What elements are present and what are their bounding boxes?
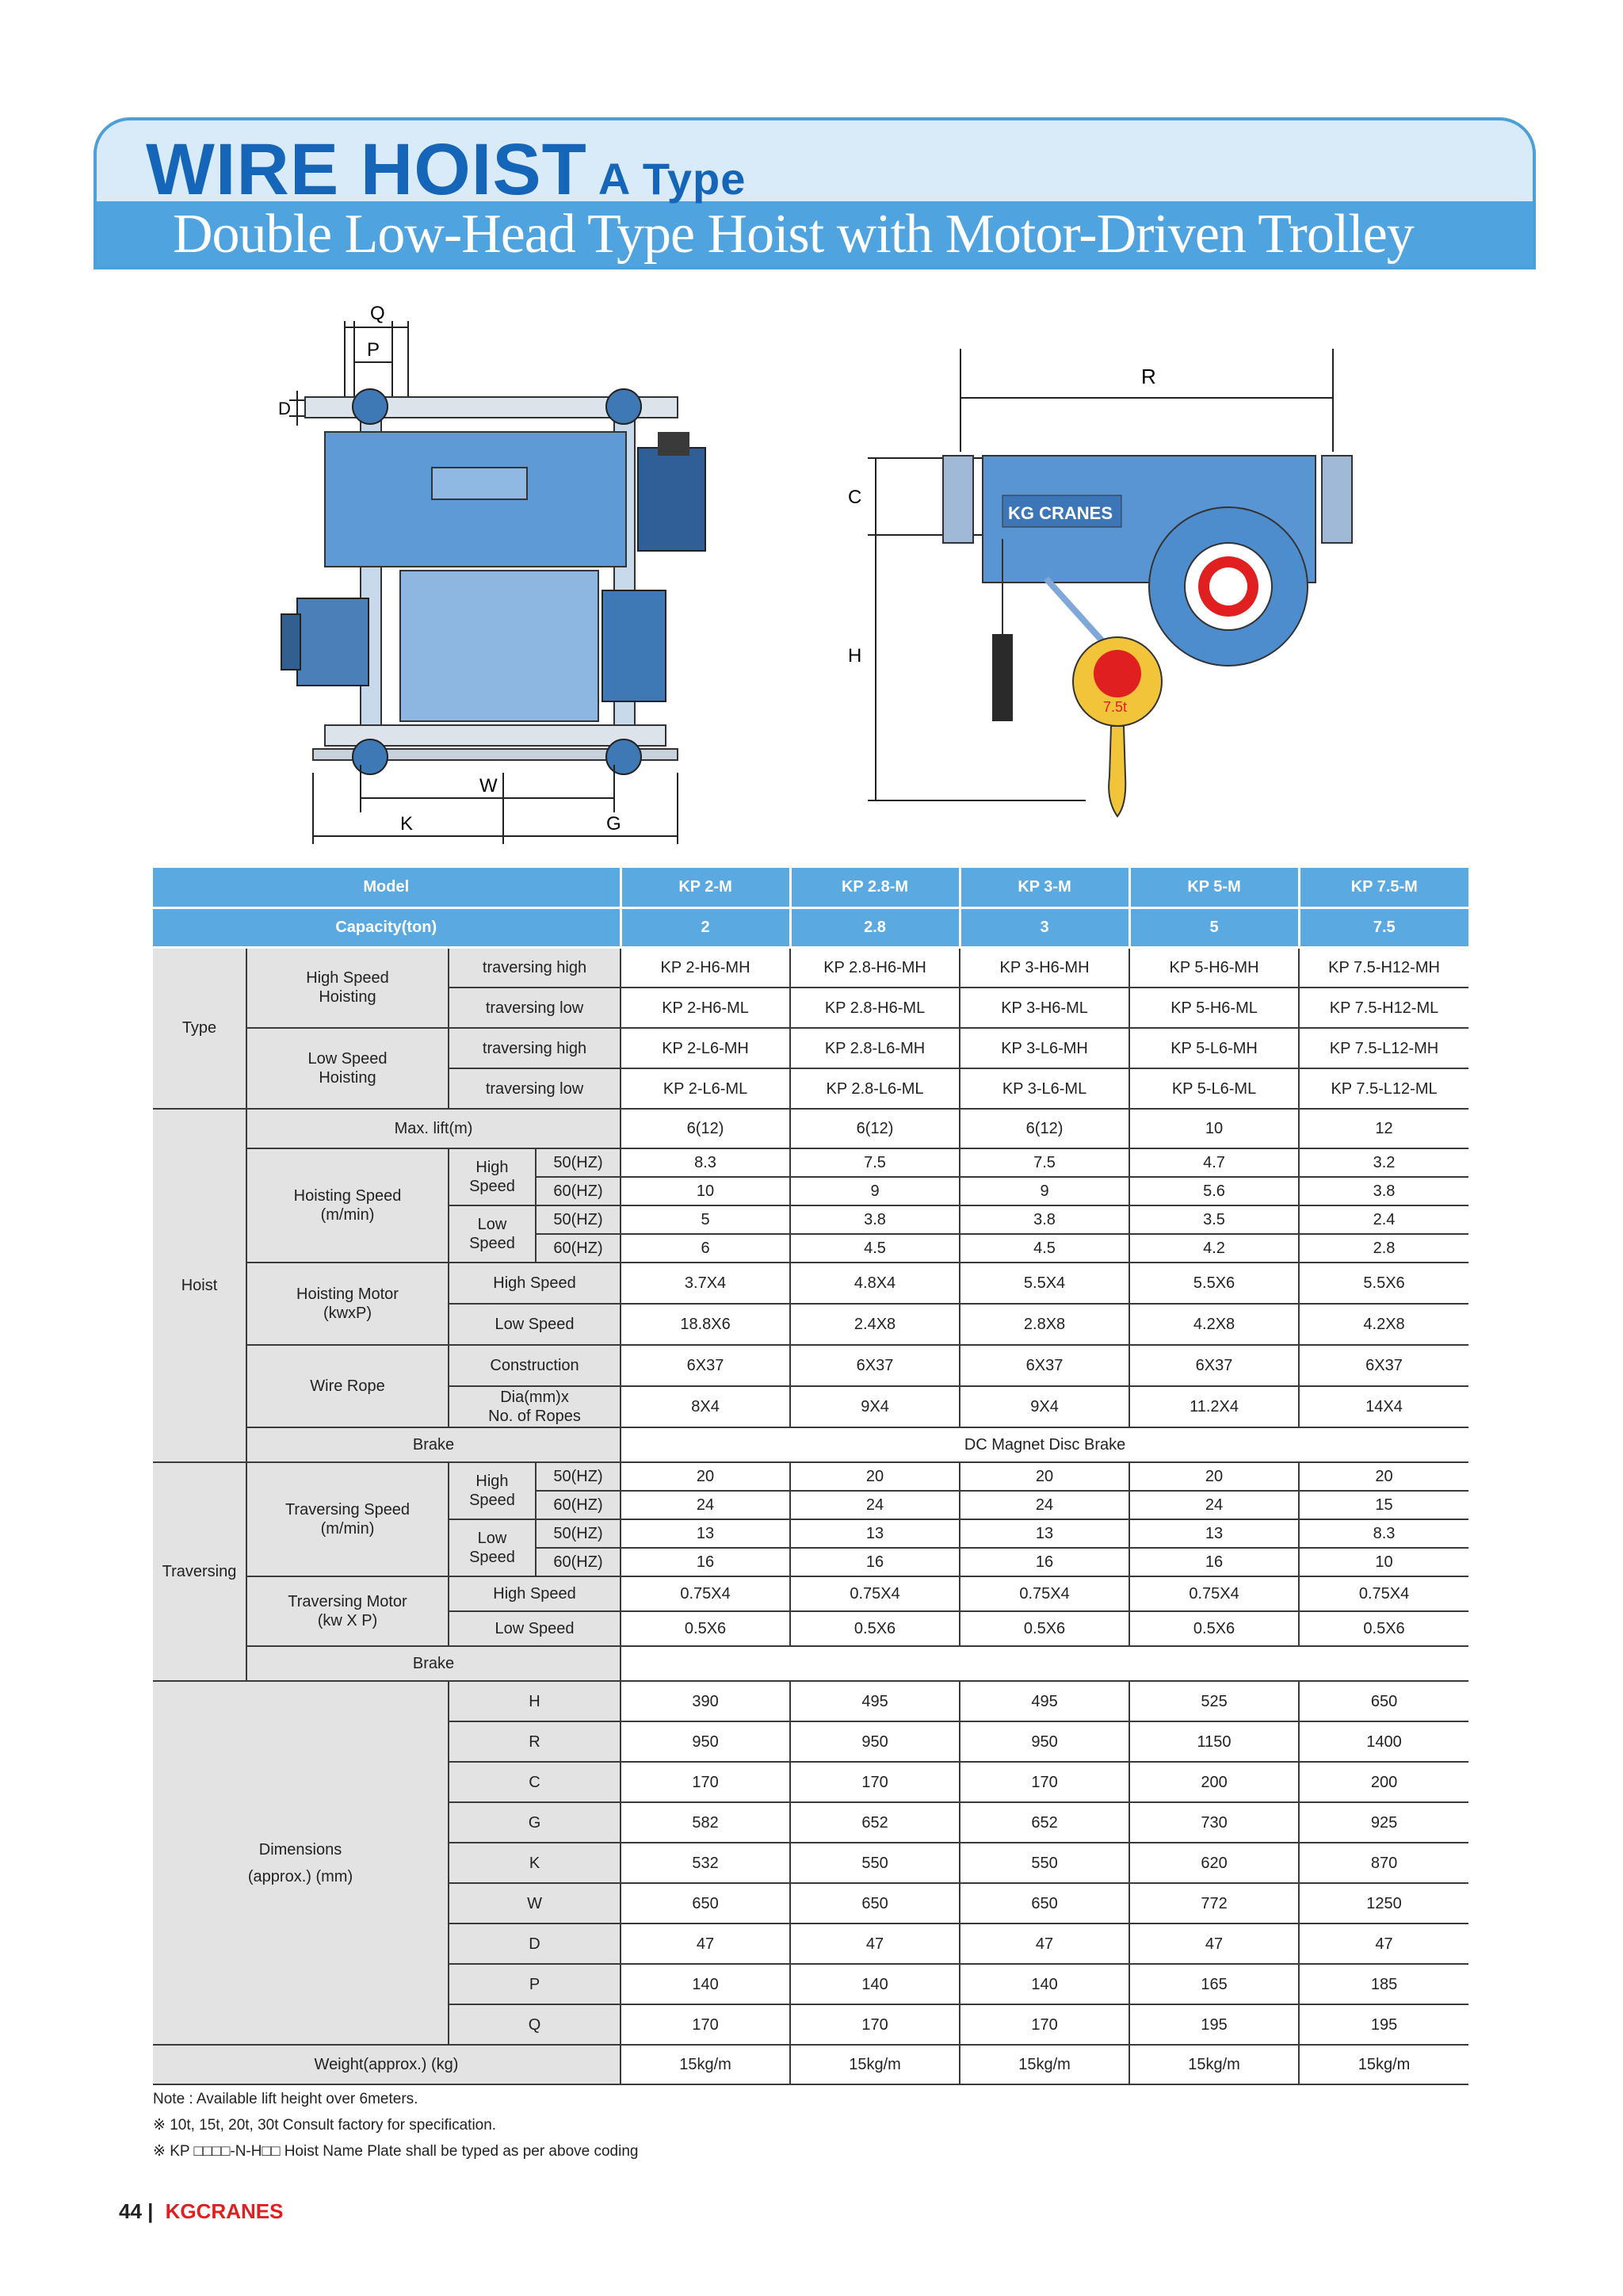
weight-value: 15kg/m	[960, 2045, 1129, 2084]
construction-value: 6X37	[621, 1345, 790, 1386]
trav-motor-value: 0.75X4	[1299, 1576, 1468, 1611]
page-subtitle: Double Low-Head Type Hoist with Motor-Driven Trolley	[173, 204, 1414, 265]
traversing-speed-label	[246, 1462, 449, 1576]
hz50-label: 50(HZ)	[536, 1519, 621, 1548]
low-text: Low	[477, 1530, 507, 1547]
hoist-speed-value: 9	[960, 1177, 1129, 1205]
notes	[153, 2086, 638, 2164]
construction-value: 6X37	[960, 1345, 1129, 1386]
dim-key: D	[449, 1924, 621, 1964]
motor-value: 3.7X4	[621, 1263, 790, 1304]
trav-speed-value: 16	[621, 1548, 790, 1576]
trav-speed-value: 8.3	[1299, 1519, 1468, 1548]
dim-value: 582	[621, 1802, 790, 1843]
type-code: KP 2.8-H6-ML	[790, 988, 960, 1028]
model-name: KP 3-M	[960, 868, 1129, 907]
hoist-top-view-drawing	[278, 297, 757, 852]
construction-value: 6X37	[790, 1345, 960, 1386]
table-row	[153, 2045, 1468, 2084]
traversing-motor-label	[246, 1576, 449, 1646]
dim-value: 950	[960, 1721, 1129, 1762]
footer-brand-logo: KGCRANES	[165, 2199, 284, 2223]
construction-value: 6X37	[1129, 1345, 1299, 1386]
table-row	[153, 1028, 1468, 1068]
hoisting-speed-label	[246, 1148, 449, 1263]
dim-value: 950	[621, 1721, 790, 1762]
dim-value: 170	[790, 2004, 960, 2045]
dim-value: 140	[960, 1964, 1129, 2004]
speed-text: Speed	[469, 1549, 515, 1566]
table-row	[153, 1681, 1468, 1721]
trav-motor-value: 0.75X4	[960, 1576, 1129, 1611]
dim-key: G	[449, 1802, 621, 1843]
construction-value: 6X37	[1299, 1345, 1468, 1386]
table-row	[153, 947, 1468, 988]
dim-value: 650	[621, 1883, 790, 1924]
max-lift-value: 6(12)	[960, 1109, 1129, 1148]
trav-motor-value: 0.5X6	[960, 1611, 1129, 1646]
type-code: KP 3-H6-ML	[960, 988, 1129, 1028]
dim-value: 195	[1299, 2004, 1468, 2045]
trav-motor-value: 0.5X6	[1299, 1611, 1468, 1646]
dim-value: 730	[1129, 1802, 1299, 1843]
dim-key: K	[449, 1843, 621, 1883]
dim-value: 195	[1129, 2004, 1299, 2045]
hoist-speed-value: 3.2	[1299, 1148, 1468, 1177]
hz60-label: 60(HZ)	[536, 1234, 621, 1263]
low-speed-label: Low Speed	[449, 1611, 621, 1646]
dim-value: 170	[960, 2004, 1129, 2045]
capacity-value: 5	[1129, 907, 1299, 947]
traversing-motor-unit: (kw X P)	[317, 1612, 378, 1629]
max-lift-value: 10	[1129, 1109, 1299, 1148]
hoisting-speed-unit: (m/min)	[320, 1206, 375, 1224]
hoisting-motor-unit: (kwxP)	[323, 1305, 372, 1322]
type-code: KP 2-H6-MH	[621, 947, 790, 988]
dim-value: 47	[1299, 1924, 1468, 1964]
note-line: ※ 10t, 15t, 20t, 30t Consult factory for specification.	[153, 2117, 497, 2134]
high-speed-text: High Speed	[306, 969, 389, 988]
dimensions-unit: (approx.) (mm)	[247, 1867, 353, 1885]
page-footer	[119, 2199, 283, 2224]
dimensions-label	[153, 1681, 449, 2045]
weight-value: 15kg/m	[1299, 2045, 1468, 2084]
hoist-speed-value: 6	[621, 1234, 790, 1263]
dimensions-text: Dimensions	[258, 1840, 342, 1859]
type-code: KP 5-H6-ML	[1129, 988, 1299, 1028]
trav-brake-value	[621, 1646, 1468, 1681]
hoist-speed-value: 2.8	[1299, 1234, 1468, 1263]
table-row	[153, 1345, 1468, 1386]
high-text: High	[475, 1159, 509, 1176]
table-row	[153, 1263, 1468, 1304]
low-speed-label: Low Speed	[449, 1304, 621, 1345]
dim-value: 950	[790, 1721, 960, 1762]
dim-value: 140	[621, 1964, 790, 2004]
dim-value: 772	[1129, 1883, 1299, 1924]
dim-value: 550	[790, 1843, 960, 1883]
dim-value: 200	[1129, 1762, 1299, 1802]
trav-speed-value: 13	[960, 1519, 1129, 1548]
traversing-low-label: traversing low	[449, 1068, 621, 1109]
dim-value: 620	[1129, 1843, 1299, 1883]
type-high-speed-hoisting	[246, 947, 449, 1028]
dim-value: 1400	[1299, 1721, 1468, 1762]
hoist-speed-value: 4.5	[790, 1234, 960, 1263]
trav-speed-value: 10	[1299, 1548, 1468, 1576]
table-row	[153, 1427, 1468, 1462]
trav-speed-value: 16	[1129, 1548, 1299, 1576]
dim-key: C	[449, 1762, 621, 1802]
note-line: Note : Available lift height over 6meters.	[153, 2091, 418, 2107]
page-number: 44	[119, 2199, 142, 2223]
traversing-speed-text: Traversing Speed	[285, 1501, 411, 1519]
high-speed-label: High Speed	[449, 1263, 621, 1304]
traversing-motor-text: Traversing Motor	[288, 1593, 407, 1610]
dim-key: P	[449, 1964, 621, 2004]
motor-value: 5.5X4	[960, 1263, 1129, 1304]
model-name: KP 5-M	[1129, 868, 1299, 907]
dim-value: 1150	[1129, 1721, 1299, 1762]
dia-value: 8X4	[621, 1386, 790, 1427]
capacity-value: 2.8	[790, 907, 960, 947]
model-label: Model	[153, 868, 621, 907]
low-speed-label	[449, 1519, 536, 1576]
trav-speed-value: 13	[790, 1519, 960, 1548]
model-row	[153, 868, 1468, 907]
spec-table	[153, 868, 1468, 2085]
trav-speed-value: 20	[1129, 1462, 1299, 1491]
dim-value: 650	[960, 1883, 1129, 1924]
brake-label: Brake	[246, 1427, 621, 1462]
dim-value: 165	[1129, 1964, 1299, 2004]
low-speed-label	[449, 1205, 536, 1263]
dim-value: 550	[960, 1843, 1129, 1883]
dim-w-label: W	[479, 775, 498, 797]
dim-k-label: K	[400, 813, 414, 835]
weight-value: 15kg/m	[790, 2045, 960, 2084]
motor-value: 4.2X8	[1129, 1304, 1299, 1345]
type-code: KP 5-H6-MH	[1129, 947, 1299, 988]
dim-key: W	[449, 1883, 621, 1924]
type-code: KP 7.5-L12-ML	[1299, 1068, 1468, 1109]
hoist-speed-value: 9	[790, 1177, 960, 1205]
type-code: KP 3-L6-ML	[960, 1068, 1129, 1109]
weight-label: Weight(approx.) (kg)	[153, 2045, 621, 2084]
high-text: High	[475, 1473, 509, 1490]
type-code: KP 2.8-H6-MH	[790, 947, 960, 988]
trav-motor-value: 0.75X4	[621, 1576, 790, 1611]
motor-value: 2.4X8	[790, 1304, 960, 1345]
dia-value: 9X4	[790, 1386, 960, 1427]
title-text: WIRE HOIST	[146, 129, 587, 210]
dim-value: 47	[790, 1924, 960, 1964]
dim-value: 1250	[1299, 1883, 1468, 1924]
dim-value: 652	[960, 1802, 1129, 1843]
dim-value: 47	[621, 1924, 790, 1964]
dim-r-label: R	[1141, 365, 1156, 388]
dim-value: 47	[1129, 1924, 1299, 1964]
trav-speed-value: 20	[790, 1462, 960, 1491]
type-code: KP 5-L6-MH	[1129, 1028, 1299, 1068]
dia-value: 14X4	[1299, 1386, 1468, 1427]
footer-divider: |	[141, 2199, 159, 2223]
traversing-high-label: traversing high	[449, 1028, 621, 1068]
hoist-label: Hoist	[153, 1109, 246, 1462]
hoisting-speed-text: Hoisting Speed	[293, 1187, 402, 1205]
dim-p-label: P	[367, 339, 380, 361]
hoist-speed-value: 7.5	[790, 1148, 960, 1177]
type-low-speed-hoisting	[246, 1028, 449, 1109]
hoist-speed-value: 4.7	[1129, 1148, 1299, 1177]
type-code: KP 3-L6-MH	[960, 1028, 1129, 1068]
hoist-speed-value: 10	[621, 1177, 790, 1205]
type-code: KP 2-L6-ML	[621, 1068, 790, 1109]
motor-value: 2.8X8	[960, 1304, 1129, 1345]
page-title	[146, 128, 746, 212]
trav-motor-value: 0.75X4	[1129, 1576, 1299, 1611]
type-label: Type	[153, 947, 246, 1109]
hoist-speed-value: 5.6	[1129, 1177, 1299, 1205]
dim-key: Q	[449, 2004, 621, 2045]
hook-plate-text: 7.5t	[1103, 699, 1128, 715]
trav-speed-value: 24	[1129, 1491, 1299, 1519]
hz50-label: 50(HZ)	[536, 1205, 621, 1234]
hoist-speed-value: 4.5	[960, 1234, 1129, 1263]
dim-d-label: D	[278, 399, 291, 418]
hoist-speed-value: 5	[621, 1205, 790, 1234]
dim-g-label: G	[606, 813, 621, 835]
dim-value: 47	[960, 1924, 1129, 1964]
traversing-label: Traversing	[153, 1462, 246, 1681]
dim-value: 200	[1299, 1762, 1468, 1802]
trav-speed-value: 15	[1299, 1491, 1468, 1519]
max-lift-label: Max. lift(m)	[246, 1109, 621, 1148]
capacity-value: 7.5	[1299, 907, 1468, 947]
capacity-value: 3	[960, 907, 1129, 947]
trav-brake-label: Brake	[246, 1646, 621, 1681]
type-code: KP 5-L6-ML	[1129, 1068, 1299, 1109]
note-line: ※ KP □□□□-N-H□□ Hoist Name Plate shall be typed as per above coding	[153, 2143, 639, 2160]
dim-value: 170	[960, 1762, 1129, 1802]
trav-speed-value: 24	[960, 1491, 1129, 1519]
motor-value: 5.5X6	[1299, 1263, 1468, 1304]
type-code: KP 2.8-L6-ML	[790, 1068, 960, 1109]
table-row	[153, 1462, 1468, 1491]
dim-value: 650	[790, 1883, 960, 1924]
page-header	[94, 117, 1536, 269]
dim-value: 650	[1299, 1681, 1468, 1721]
type-code: KP 3-H6-MH	[960, 947, 1129, 988]
low-text: Low	[477, 1216, 507, 1233]
high-speed-label	[449, 1462, 536, 1519]
trav-speed-value: 20	[1299, 1462, 1468, 1491]
table-row	[153, 1148, 1468, 1177]
dim-value: 870	[1299, 1843, 1468, 1883]
speed-text: Speed	[469, 1492, 515, 1509]
max-lift-value: 6(12)	[790, 1109, 960, 1148]
capacity-label: Capacity(ton)	[153, 907, 621, 947]
hz50-label: 50(HZ)	[536, 1462, 621, 1491]
hz60-label: 60(HZ)	[536, 1548, 621, 1576]
dim-value: 495	[960, 1681, 1129, 1721]
weight-value: 15kg/m	[621, 2045, 790, 2084]
dim-value: 525	[1129, 1681, 1299, 1721]
traversing-low-label: traversing low	[449, 988, 621, 1028]
hoist-speed-value: 4.2	[1129, 1234, 1299, 1263]
low-speed-text: Low Speed	[307, 1050, 388, 1068]
capacity-value: 2	[621, 907, 790, 947]
high-speed-label	[449, 1148, 536, 1205]
dim-value: 925	[1299, 1802, 1468, 1843]
hoist-speed-value: 3.8	[960, 1205, 1129, 1234]
hoist-speed-value: 7.5	[960, 1148, 1129, 1177]
trav-speed-value: 13	[1129, 1519, 1299, 1548]
traversing-speed-unit: (m/min)	[320, 1520, 375, 1538]
hoist-side-view-drawing	[832, 349, 1387, 856]
weight-value: 15kg/m	[1129, 2045, 1299, 2084]
type-code: KP 7.5-H12-MH	[1299, 947, 1468, 988]
dim-value: 652	[790, 1802, 960, 1843]
dim-value: 185	[1299, 1964, 1468, 2004]
trav-speed-value: 24	[790, 1491, 960, 1519]
motor-value: 4.8X4	[790, 1263, 960, 1304]
type-code: KP 2-H6-ML	[621, 988, 790, 1028]
dim-value: 170	[621, 2004, 790, 2045]
hoisting-motor-text: Hoisting Motor	[296, 1286, 399, 1303]
dim-h-label: H	[848, 645, 862, 667]
hoist-speed-value: 3.8	[790, 1205, 960, 1234]
dim-value: 495	[790, 1681, 960, 1721]
trav-motor-value: 0.75X4	[790, 1576, 960, 1611]
title-suffix: A Type	[598, 154, 747, 204]
motor-value: 4.2X8	[1299, 1304, 1468, 1345]
hoist-speed-value: 3.8	[1299, 1177, 1468, 1205]
table-row	[153, 1646, 1468, 1681]
motor-value: 18.8X6	[621, 1304, 790, 1345]
type-code: KP 2.8-L6-MH	[790, 1028, 960, 1068]
model-name: KP 7.5-M	[1299, 868, 1468, 907]
trav-motor-value: 0.5X6	[621, 1611, 790, 1646]
trav-speed-value: 20	[960, 1462, 1129, 1491]
capacity-row	[153, 907, 1468, 947]
hoist-speed-value: 8.3	[621, 1148, 790, 1177]
type-code: KP 7.5-H12-ML	[1299, 988, 1468, 1028]
trav-motor-value: 0.5X6	[1129, 1611, 1299, 1646]
speed-text: Speed	[469, 1235, 515, 1252]
max-lift-value: 12	[1299, 1109, 1468, 1148]
type-code: KP 2-L6-MH	[621, 1028, 790, 1068]
model-name: KP 2-M	[621, 868, 790, 907]
hoisting-motor-label	[246, 1263, 449, 1345]
dia-text: Dia(mm)x	[500, 1389, 569, 1406]
trav-speed-value: 16	[790, 1548, 960, 1576]
hoist-speed-value: 2.4	[1299, 1205, 1468, 1234]
hz50-label: 50(HZ)	[536, 1148, 621, 1177]
dim-c-label: C	[848, 487, 862, 508]
wire-rope-label: Wire Rope	[246, 1345, 449, 1427]
hz60-label: 60(HZ)	[536, 1491, 621, 1519]
dim-key: R	[449, 1721, 621, 1762]
max-lift-value: 6(12)	[621, 1109, 790, 1148]
brake-value: DC Magnet Disc Brake	[621, 1427, 1468, 1462]
high-speed-label: High Speed	[449, 1576, 621, 1611]
model-name: KP 2.8-M	[790, 868, 960, 907]
trav-speed-value: 16	[960, 1548, 1129, 1576]
hz60-label: 60(HZ)	[536, 1177, 621, 1205]
construction-label: Construction	[449, 1345, 621, 1386]
dim-value: 170	[621, 1762, 790, 1802]
dim-value: 140	[790, 1964, 960, 2004]
dim-value: 532	[621, 1843, 790, 1883]
ropes-text: No. of Ropes	[488, 1408, 581, 1425]
hoist-speed-value: 3.5	[1129, 1205, 1299, 1234]
dim-value: 170	[790, 1762, 960, 1802]
dim-value: 390	[621, 1681, 790, 1721]
type-code: KP 7.5-L12-MH	[1299, 1028, 1468, 1068]
table-row	[153, 1109, 1468, 1148]
motor-value: 5.5X6	[1129, 1263, 1299, 1304]
dim-q-label: Q	[370, 303, 385, 324]
brand-plate-text: KG CRANES	[1008, 503, 1113, 523]
trav-motor-value: 0.5X6	[790, 1611, 960, 1646]
trav-speed-value: 13	[621, 1519, 790, 1548]
hoisting-text: Hoisting	[319, 1069, 376, 1087]
trav-speed-value: 24	[621, 1491, 790, 1519]
traversing-high-label: traversing high	[449, 947, 621, 988]
trav-speed-value: 20	[621, 1462, 790, 1491]
speed-text: Speed	[469, 1178, 515, 1195]
dia-label	[449, 1386, 621, 1427]
dia-value: 9X4	[960, 1386, 1129, 1427]
hoisting-text: Hoisting	[319, 988, 376, 1007]
table-row	[153, 1576, 1468, 1611]
dia-value: 11.2X4	[1129, 1386, 1299, 1427]
dim-key: H	[449, 1681, 621, 1721]
